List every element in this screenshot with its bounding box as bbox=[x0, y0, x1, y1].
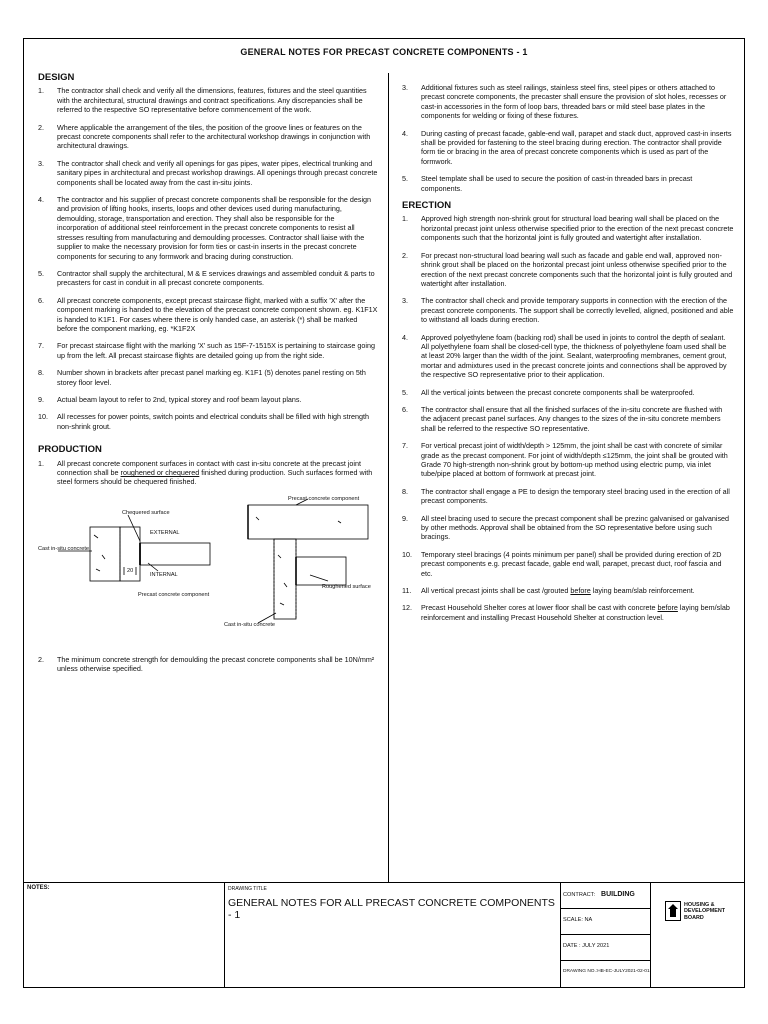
list-item: 3. The contractor shall check and provide temporary supports in connection with the erection of the precast concrete components. The support shall be correctly levelled, aligned, positioned and able to withstand all loads during erection. bbox=[402, 296, 734, 325]
list-item: 2. For precast non-structural load bearing wall such as facade and gable end wall, approved non-shrink grout shall be placed on the horizontal precast joint unless otherwise specified prior to the erection of the next precast concrete components such that the horizontal joint is fully grouted and watertight after installation. bbox=[402, 250, 733, 288]
notes-box: NOTES: bbox=[24, 883, 225, 987]
list-item: 9. All steel bracing used to secure the precast component shall be prezinc galvanised or galvanised by other methods. Approval shall be obtained from the SO representative before using such bracings. bbox=[402, 513, 730, 542]
list-item: 4. During casting of precast facade, gable-end wall, parapet and stack duct, approved cast-in inserts shall be provided for fastening to the steel bracing during erection. The contractor shall provide form tie or bracing in the area of precast concrete components which is used as part of the formwork. bbox=[402, 128, 732, 166]
design-list bbox=[38, 86, 378, 431]
drawing-number-cell: DRAWING NO.:HB-EC-JULY2021-02-01 bbox=[563, 969, 650, 974]
erection-list bbox=[402, 214, 734, 578]
erection-list-tail bbox=[402, 586, 734, 622]
list-item: 6. All precast concrete components, except precast staircase flight, marked with a suffix 'X' after the component marking is handed to the elevation of the precast concrete component shown. eg. K1F1X is handed to K1F1. For cases where there is only handed case, an asterisk (*) shall be marked before the component marking, eg. *K1F2X bbox=[38, 295, 378, 333]
list-item: 5. All the vertical joints between the precast concrete components shall be waterproofed. bbox=[402, 387, 695, 397]
joint-detail-drawing bbox=[38, 495, 378, 645]
scale-cell: SCALE: NA bbox=[560, 909, 650, 935]
drawing-sheet bbox=[23, 38, 745, 988]
date-cell: DATE : JULY 2021 bbox=[560, 935, 650, 961]
drawing-title-box: DRAWING TITLE GENERAL NOTES FOR ALL PRECAST CONCRETE COMPONENTS - 1 bbox=[224, 883, 561, 987]
list-item: 9. Actual beam layout to refer to 2nd, typical storey and roof beam layout plans. bbox=[38, 394, 302, 404]
list-item: 3. Additional fixtures such as steel railings, stainless steel fins, steel pipes or others attached to precast concrete components, the precaster shall ensure the provision of slot holes, recesses or cast-in accessories in the form of loop bars, threaded bars or mild steel base plates in the components for welding or fixing of these fixtures. bbox=[402, 83, 727, 121]
production-heading: PRODUCTION bbox=[38, 444, 102, 456]
hdb-logo-box: HOUSING & DEVELOPMENT BOARD bbox=[650, 883, 746, 987]
list-item: 4. The contractor and his supplier of precast concrete components shall be responsible for the design and provision of lifting hooks, inserts, loops and other devices used during manufacturing, demoulding, storage, transportation and erection. They shall also be responsible for the incorporation of additional steel reinforcement in the precast concrete components to resist all stresses resulting from manufacturing and demoulding processes. Contractor shall liaise with the supplier to make the necessary provision for form ties or cast-in inserts in the precast concrete components for securing to any formwork and bracing during construction. bbox=[38, 195, 372, 261]
list-item: 2. The minimum concrete strength for demoulding the precast concrete components shall be 10N/mm² unless otherwise specified. bbox=[38, 654, 375, 674]
list-item: 1. Approved high strength non-shrink grout for structural load bearing wall shall be placed on the horizontal precast joint unless otherwise specified prior to the erection of the next precast concrete components such that the horizontal joint is fully grouted and watertight after installation. bbox=[402, 214, 734, 243]
list-item: 8. Number shown in brackets after precast panel marking eg. K1F1 (5) denotes panel resting on 5th storey floor level. bbox=[38, 368, 366, 387]
list-item: 11. All vertical precast joints shall be cast /grouted before laying beam/slab reinforcement. bbox=[402, 586, 695, 596]
drawing-info-box bbox=[560, 883, 651, 987]
production-list-2 bbox=[38, 655, 378, 674]
design-continued-list bbox=[402, 83, 734, 193]
list-item: 10. Temporary steel bracings (4 points minimum per panel) shall be provided during erection of 2D precast components e.g. precast facade, gable end wall, parapet, precast duct, roof fascia and etc. bbox=[402, 549, 722, 578]
list-item: 7. For vertical precast joint of width/depth > 125mm, the joint shall be cast with concrete of similar grade as the precast component. For joint of width/depth ≤125mm, the joint shall be grouted with Grade 70 high-strength non-shrink grout by bottom-up method using electric pump, via inlet tube/pipe placed at bottom of formwork at precast joint. bbox=[402, 441, 728, 479]
erection-heading: ERECTION bbox=[402, 200, 452, 212]
list-item: 10. All recesses for power points, switch points and electrical conduits shall be filled with high strength non-shrink grout. bbox=[38, 412, 370, 431]
list-item: 2. Where applicable the arrangement of the tiles, the position of the groove lines or features on the precast concrete components shall refer to the architectural workshop drawings in conjunction with architectural drawings. bbox=[38, 122, 371, 151]
hdb-logo-icon bbox=[665, 901, 681, 921]
drawing-title: GENERAL NOTES FOR ALL PRECAST CONCRETE COMPONENTS - 1 bbox=[228, 897, 555, 921]
left-column bbox=[38, 73, 378, 682]
list-item: 12. Precast Household Shelter cores at lower floor shall be cast with concrete before laying bem/slab reinforcement and installing Precast Household Shelter at construction level. bbox=[402, 603, 730, 622]
sheet-title: GENERAL NOTES FOR PRECAST CONCRETE COMPONENTS - 1 bbox=[240, 47, 528, 57]
column-divider bbox=[388, 73, 389, 883]
list-item: 1. All precast concrete component surfaces in contact with cast in-situ concrete at the precast joint connection shall be roughened or chequered finished during production. Such surfaces formed with steel formers should be chequered finished. bbox=[38, 458, 373, 487]
joint-detail-figure: Chequered surface EXTERNAL Cast in-situ concrete 20 INTERNAL Precast concrete component Precast concrete component Roughened surface Cast in-situ concrete bbox=[38, 495, 378, 645]
list-item: 6. The contractor shall ensure that all the finished surfaces of the in-situ concrete are flushed with the adjacent precast panel surfaces. Any changes to the sizes of the in-situ concrete members shall be referred to the respective SO representative. bbox=[402, 404, 723, 433]
list-item: 4. Approved polyethylene foam (backing rod) shall be used in joints to control the depth of sealant. All polyethylene foam shall be closed-cell type, the thickness of polyethylene foam used shall be at least 20% larger than the width of the joint. Sealant, waterproofing membranes, cement grout, mortar and admixtures used in the precast concrete joints and connections shall be approved by the respective SO representative prior to their application. bbox=[402, 332, 727, 380]
list-item: 5. Steel template shall be used to secure the position of cast-in threaded bars in precast components. bbox=[402, 174, 693, 193]
list-item: 1. The contractor shall check and verify all the dimensions, features, fixtures and the steel quantities with the architectural, structural drawings and contract specifications. Any discrepancies shall be referred to the respective SO representative before commencement of the work. bbox=[38, 86, 367, 115]
right-column bbox=[402, 83, 734, 630]
production-list bbox=[38, 459, 378, 487]
title-block bbox=[24, 882, 744, 987]
contract-cell: CONTRACT: BUILDING bbox=[560, 883, 650, 909]
list-item: 3. The contractor shall check and verify all openings for gas pipes, water pipes, electrical trunking and sanitary pipes in architectural and precast workshop drawings. All openings through precast concrete components shall be located away from the cast in-situ joints. bbox=[38, 158, 378, 187]
list-item: 8. The contractor shall engage a PE to design the temporary steel bracing used in the erection of all precast components. bbox=[402, 486, 730, 506]
list-item: 7. For precast staircase flight with the marking 'X' such as 15F-7-1515X is pertaining to staircase going up from the left. All precast staircase flights are detailed going up from the right side. bbox=[38, 341, 375, 360]
list-item: 5. Contractor shall supply the architectural, M & E services drawings and assembled conduit & parts to precasters for cast in conduit in all precast concrete components. bbox=[38, 268, 375, 288]
design-heading: DESIGN bbox=[38, 72, 75, 83]
